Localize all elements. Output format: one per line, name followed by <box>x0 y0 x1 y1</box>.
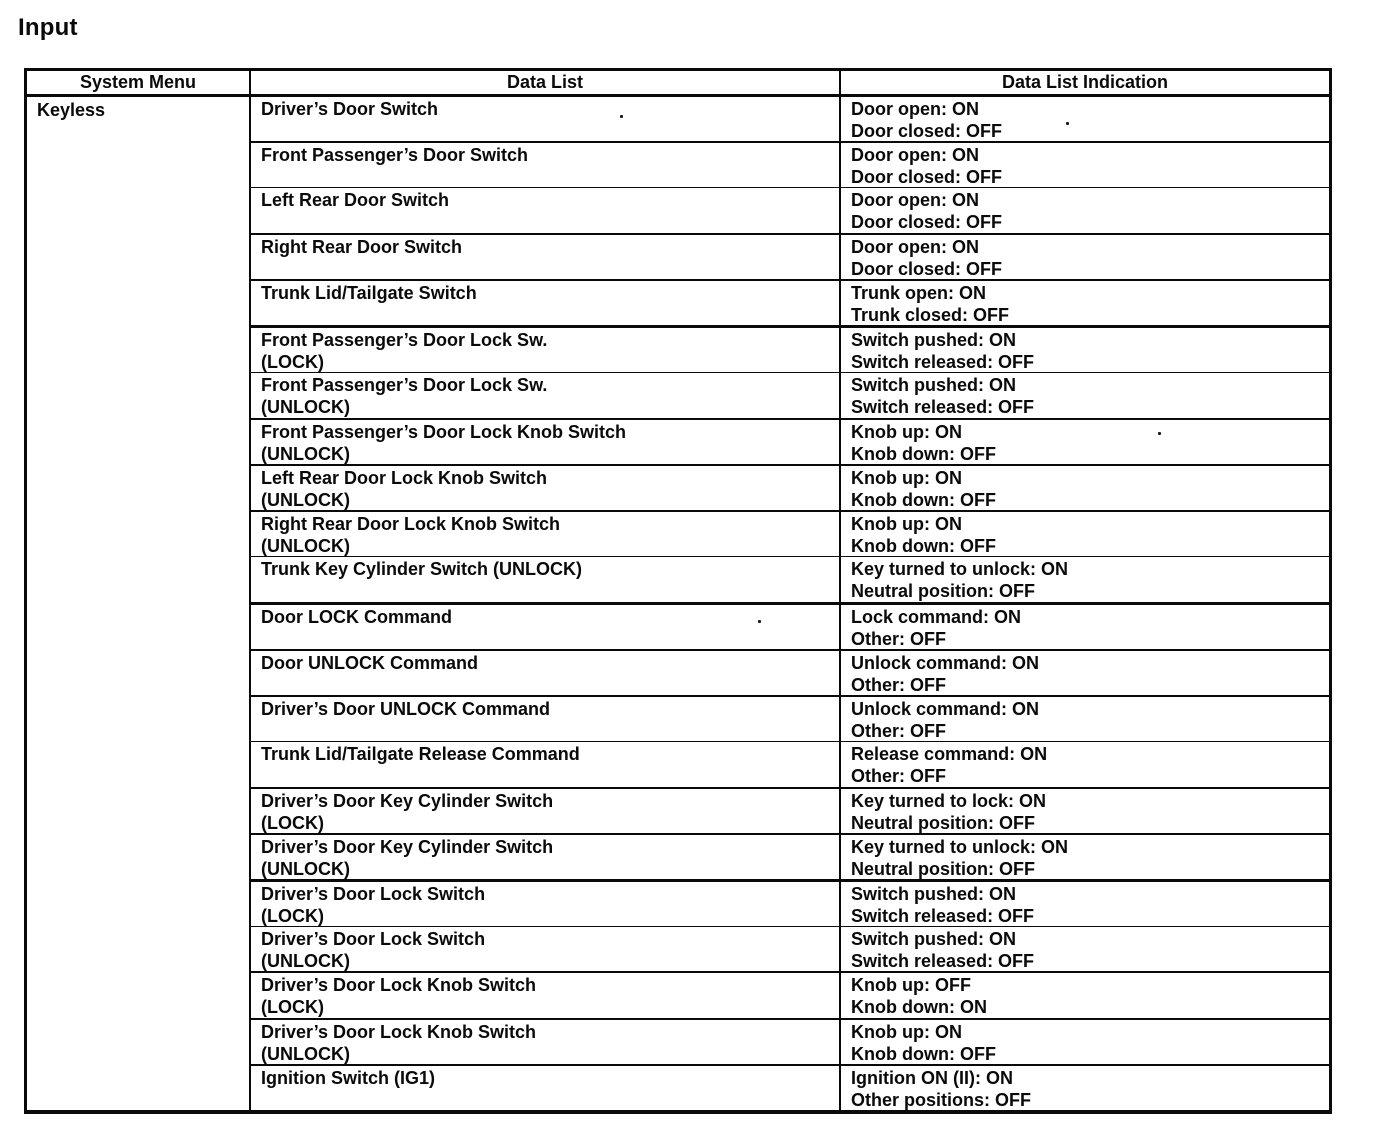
data-list-line2: (UNLOCK) <box>261 397 350 418</box>
data-list-line1: Left Rear Door Lock Knob Switch <box>261 467 548 488</box>
data-list-cell <box>251 328 841 372</box>
data-list-line2: (LOCK) <box>261 812 324 833</box>
table-row <box>251 695 1329 741</box>
data-list-line1: Front Passenger’s Door Lock Sw. <box>261 375 548 396</box>
data-list-line2: (LOCK) <box>261 905 324 926</box>
table-row <box>251 556 1329 601</box>
data-list-indication-cell <box>841 742 1329 786</box>
table-row <box>251 141 1329 187</box>
indication-line2: Other: OFF <box>851 766 946 787</box>
data-list-indication-cell <box>841 466 1329 510</box>
indication-line1: Knob up: ON <box>851 421 962 442</box>
header-data-list-indication: Data List Indication <box>1001 72 1169 92</box>
indication-line1: Ignition ON (II): ON <box>851 1067 1013 1088</box>
data-list-indication-cell <box>841 1020 1329 1064</box>
data-list-cell <box>251 1066 841 1110</box>
data-list-cell <box>251 927 841 971</box>
table-row <box>251 649 1329 695</box>
data-list-indication-cell <box>841 605 1329 649</box>
indication-line1: Door open: ON <box>851 99 979 119</box>
data-list-line1: Ignition Switch (IG1) <box>261 1067 435 1088</box>
header-data-list: Data List <box>251 71 841 94</box>
table-row <box>251 833 1329 879</box>
data-list-line2: (LOCK) <box>261 997 324 1018</box>
data-list-line1: Driver’s Door Key Cylinder Switch <box>261 836 554 857</box>
data-list-indication-cell <box>841 420 1329 464</box>
indication-line2: Switch released: OFF <box>851 951 1035 972</box>
indication-line2: Other positions: OFF <box>851 1089 1031 1110</box>
data-list-indication-cell <box>841 143 1329 187</box>
data-list-cell <box>251 697 841 741</box>
data-list-cell <box>251 97 841 141</box>
indication-line1: Lock command: ON <box>851 606 1022 627</box>
indication-line1: Key turned to unlock: ON <box>851 836 1069 857</box>
data-list-line2: (LOCK) <box>261 352 324 373</box>
indication-line1: Knob up: OFF <box>851 975 971 996</box>
scan-speck <box>620 115 623 118</box>
indication-line2: Knob down: OFF <box>851 1043 996 1064</box>
indication-line2: Switch released: OFF <box>851 352 1035 373</box>
table-row <box>251 879 1329 926</box>
indication-line2: Knob down: ON <box>851 997 987 1018</box>
page-title: Input <box>18 14 78 41</box>
indication-line1: Knob up: ON <box>851 467 962 488</box>
data-list-indication-cell <box>841 789 1329 833</box>
data-list-line1: Door LOCK Command <box>261 606 452 627</box>
data-list-cell <box>251 882 841 926</box>
indication-line1: Switch pushed: ON <box>851 375 1017 396</box>
table-row <box>251 233 1329 279</box>
table-row <box>251 279 1329 325</box>
indication-line1: Key turned to unlock: ON <box>851 559 1069 580</box>
data-list-line1: Driver’s Door UNLOCK Command <box>261 699 551 720</box>
data-list-line1: Driver’s Door Lock Knob Switch <box>261 1021 537 1042</box>
data-list-cell <box>251 1020 841 1064</box>
indication-line1: Door open: ON <box>851 145 979 166</box>
data-list-cell <box>251 835 841 879</box>
data-list-indication-cell <box>841 281 1329 325</box>
data-list-cell <box>251 235 841 279</box>
table-header-row <box>27 71 1329 97</box>
indication-line1: Unlock command: ON <box>851 652 1040 673</box>
data-list-cell <box>251 420 841 464</box>
data-list-line2: (UNLOCK) <box>261 443 350 464</box>
table-row <box>251 325 1329 372</box>
data-list-line1: Door UNLOCK Command <box>261 652 478 673</box>
data-list-line1: Driver’s Door Lock Switch <box>261 883 486 904</box>
data-list-line1: Trunk Lid/Tailgate Switch <box>261 282 477 303</box>
table-row <box>251 1064 1329 1110</box>
data-list-line2: (UNLOCK) <box>261 858 350 879</box>
table-rows <box>251 97 1329 1110</box>
data-list-indication-cell <box>841 651 1329 695</box>
data-list-line1: Trunk Lid/Tailgate Release Command <box>261 744 580 765</box>
indication-line2: Switch released: OFF <box>851 397 1035 418</box>
indication-line1: Knob up: ON <box>851 1021 962 1042</box>
header-system-menu: System Menu <box>27 71 251 94</box>
indication-line1: Trunk open: ON <box>851 282 986 303</box>
indication-line1: Door open: ON <box>851 190 979 211</box>
scan-speck <box>1158 432 1161 435</box>
data-list-cell <box>251 742 841 786</box>
data-list-cell <box>251 373 841 417</box>
data-list-cell <box>251 466 841 510</box>
data-list-line2: (UNLOCK) <box>261 536 350 557</box>
input-data-table <box>24 68 1332 1114</box>
data-list-indication-cell <box>841 927 1329 971</box>
indication-line2: Knob down: OFF <box>851 489 996 510</box>
data-list-cell <box>251 789 841 833</box>
data-list-indication-cell <box>841 188 1329 232</box>
data-list-cell <box>251 973 841 1017</box>
data-list-line1: Driver’s Door Lock Knob Switch <box>261 975 537 996</box>
table-row <box>251 418 1329 464</box>
table-row <box>251 926 1329 971</box>
data-list-line1: Driver’s Door Switch <box>261 99 439 119</box>
table-row <box>251 787 1329 833</box>
indication-line2: Knob down: OFF <box>851 536 996 557</box>
data-list-cell <box>251 605 841 649</box>
indication-line2: Door closed: OFF <box>851 121 1003 141</box>
indication-line2: Neutral position: OFF <box>851 858 1035 879</box>
data-list-line1: Trunk Key Cylinder Switch (UNLOCK) <box>261 559 583 580</box>
indication-line1: Switch pushed: ON <box>851 929 1017 950</box>
data-list-cell <box>251 188 841 232</box>
indication-line2: Other: OFF <box>851 721 946 742</box>
data-list-line1: Right Rear Door Lock Knob Switch <box>261 514 561 535</box>
table-body <box>27 97 1329 1110</box>
scan-speck <box>1066 122 1069 125</box>
table-row <box>251 464 1329 510</box>
data-list-cell <box>251 651 841 695</box>
data-list-indication-cell <box>841 882 1329 926</box>
indication-line1: Release command: ON <box>851 744 1048 765</box>
indication-line1: Unlock command: ON <box>851 699 1040 720</box>
data-list-line1: Front Passenger’s Door Lock Knob Switch <box>261 421 627 442</box>
indication-line2: Knob down: OFF <box>851 443 996 464</box>
data-list-line2: (UNLOCK) <box>261 1043 350 1064</box>
indication-line1: Key turned to lock: ON <box>851 790 1047 811</box>
data-list-indication-cell <box>841 373 1329 417</box>
scan-speck <box>758 620 761 623</box>
data-list-indication-cell <box>841 835 1329 879</box>
indication-line2: Door closed: OFF <box>851 167 1003 188</box>
indication-line1: Switch pushed: ON <box>851 883 1017 904</box>
data-list-indication-cell <box>841 557 1329 601</box>
table-row <box>251 971 1329 1017</box>
data-list-line1: Left Rear Door Switch <box>261 190 450 211</box>
data-list-line1: Driver’s Door Key Cylinder Switch <box>261 790 554 811</box>
data-list-cell <box>251 143 841 187</box>
data-list-line2: (UNLOCK) <box>261 951 350 972</box>
indication-line2: Neutral position: OFF <box>851 812 1035 833</box>
data-list-line1: Right Rear Door Switch <box>261 236 463 257</box>
system-menu-cell: Keyless <box>27 97 251 1110</box>
indication-line2: Other: OFF <box>851 674 946 695</box>
indication-line2: Door closed: OFF <box>851 212 1003 233</box>
table-row <box>251 97 1329 141</box>
data-list-line1: Driver’s Door Lock Switch <box>261 929 486 950</box>
data-list-line1: Front Passenger’s Door Lock Sw. <box>261 330 548 351</box>
table-row <box>251 1018 1329 1064</box>
indication-line1: Door open: ON <box>851 236 979 257</box>
table-row <box>251 602 1329 649</box>
data-list-indication-cell <box>841 697 1329 741</box>
data-list-cell <box>251 281 841 325</box>
indication-line2: Neutral position: OFF <box>851 581 1035 602</box>
indication-line2: Door closed: OFF <box>851 258 1003 279</box>
data-list-indication-cell <box>841 973 1329 1017</box>
table-row <box>251 187 1329 232</box>
data-list-cell <box>251 512 841 556</box>
indication-line2: Trunk closed: OFF <box>851 304 1010 325</box>
data-list-indication-cell <box>841 235 1329 279</box>
data-list-indication-cell <box>841 512 1329 556</box>
indication-line1: Switch pushed: ON <box>851 330 1017 351</box>
indication-line1: Knob up: ON <box>851 514 962 535</box>
indication-line2: Other: OFF <box>851 628 946 649</box>
data-list-cell <box>251 557 841 601</box>
table-row <box>251 741 1329 786</box>
data-list-line2: (UNLOCK) <box>261 489 350 510</box>
data-list-indication-cell <box>841 328 1329 372</box>
data-list-indication-cell <box>841 1066 1329 1110</box>
table-row <box>251 372 1329 417</box>
data-list-line1: Front Passenger’s Door Switch <box>261 145 529 166</box>
table-row <box>251 510 1329 556</box>
indication-line2: Switch released: OFF <box>851 905 1035 926</box>
data-list-indication-cell <box>841 97 1329 141</box>
